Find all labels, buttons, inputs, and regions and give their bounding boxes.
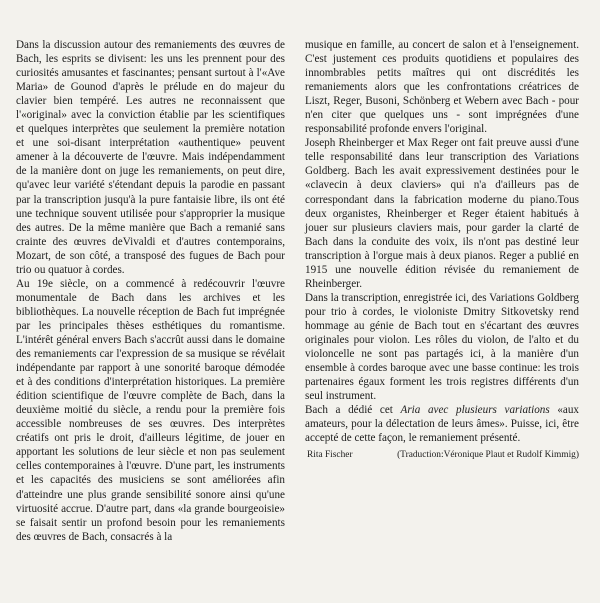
left-column <box>16 38 285 544</box>
author-credit: Rita Fischer <box>307 450 353 461</box>
work-title: Aria avec plusieurs variations <box>400 404 550 417</box>
paragraph-sitkovetsky: Dans la transcription, enregistrée ici, des Variations Goldberg pour trio à cordes, le violoniste Dmitry Sitkovetsky rend hommage au génie de Bach tout en s'écartant des œuvres originales pour violon. Les rôles du violon, de l'alto et du violoncelle ne sont pas partagés ici, à la manière d'un ensemble à cordes baroque avec une basse continue: les trois partenaires égaux forment les trois registres différents d'un seul instrument. <box>305 291 580 403</box>
translation-credit: (Traduction:Véronique Plaut et Rudolf Kimmig) <box>397 450 579 461</box>
paragraph-19th-century: Au 19e siècle, on a commencé à redécouvrir l'œuvre monumentale de Bach dans les archives et les bibliothèques. La nouvelle réception de Bach fut imprégnée par les principales thèses esthétiques du romantisme. L'intérêt général envers Bach s'accrût aussi dans le domaine des remaniements car l'expression de sa musique se révélait indépendante par rapport à une sonorité baroque démodée et à des conditions d'interprétation historiques. La première édition scientifique de l'œuvre complète de Bach, dans la deuxième moitié du siècle, a rendu pour la première fois accessible nombreuses de ses œuvres. Des interprètes créatifs ont pris le droit, d'ailleurs légitime, de jouer en apportant les solutions de leur siècle et non pas seulement celles contemporaines à l'œuvre. D'une part, les instruments et les capacités des musiciens se sont améliorées afin d'atteindre une plus grande sensibilité sonore ainsi qu'une virtuosité accrue. D'autre part, dans «la grande bourgeoisie» se faisait sentir un profond besoin pour les remaniements des œuvres de Bach, consacrés à la <box>16 277 285 543</box>
paragraph-intro: Dans la discussion autour des remaniements des œuvres de Bach, les esprits se divisent: les uns les prennent pour des curiosités amusantes et fascinantes; pensant surtout à l'«Ave Maria» de Gounod d'après le prélude en do majeur du clavier bien tempéré. Les autres ne reconnaissent que l'«original» avec la conviction établie par les scientifiques et quelques interprètes que seulement la première notation et une soi-disant interprétation «authentique» peuvent amener à la découverte de l'œuvre. Mais indépendamment de la manière dont on juge les remaniements, on peut dire, qu'avec leur variété s'étendant depuis la parodie en passant par la transcription jusqu'à la pure fantaisie libre, ils ont été une technique souvent utilisée pour s'approprier la musique des autres. De la même manière que Bach a remanié sans crainte des œuvres deVivaldi et d'autres contemporains, Mozart, de son côté, a transposé des fugues de Bach pour trio ou quatuor à cordes. <box>16 39 285 276</box>
paragraph-closing <box>305 403 579 445</box>
credits <box>305 449 579 462</box>
closing-before: Bach a dédié cet <box>305 404 401 417</box>
paragraph-continuation: musique en famille, au concert de salon et à l'enseignement. C'est justement ces produits quotidiens et populaires des innombrables petits maîtres qui ont discrédités les remaniements alors que les confrontations créatrices de Liszt, Reger, Busoni, Schönberg et Webern avec Bach - pour n'en citer que quelques uns - sont imprégnées d'une responsabilité profonde envers l'original. <box>305 39 579 136</box>
right-column <box>305 38 579 462</box>
paragraph-rheinberger-reger: Joseph Rheinberger et Max Reger ont fait preuve aussi d'une telle responsabilité dans leur transcription des Variations Goldberg. Bach les avait expressivement destinées pour le «clavecin à deux claviers» qui n'a d'ailleurs pas de correspondant dans la fabrication moderne du piano.Tous deux organistes, Rheinberger et Reger étaient habitués à jouer sur plusieurs claviers mais, pour garder la clarté de Bach dans la conduite des voix, ils n'ont pas destiné leur transcription à l'orgue mais à deux pianos. Reger a publié en 1915 une nouvelle édition révisée du remaniement de Rheinberger. <box>305 137 579 290</box>
closing-after: «aux amateurs, pour la délectation de leurs âmes». Puisse, ici, être accepté de cette façon, le remaniement présenté. <box>305 404 579 445</box>
